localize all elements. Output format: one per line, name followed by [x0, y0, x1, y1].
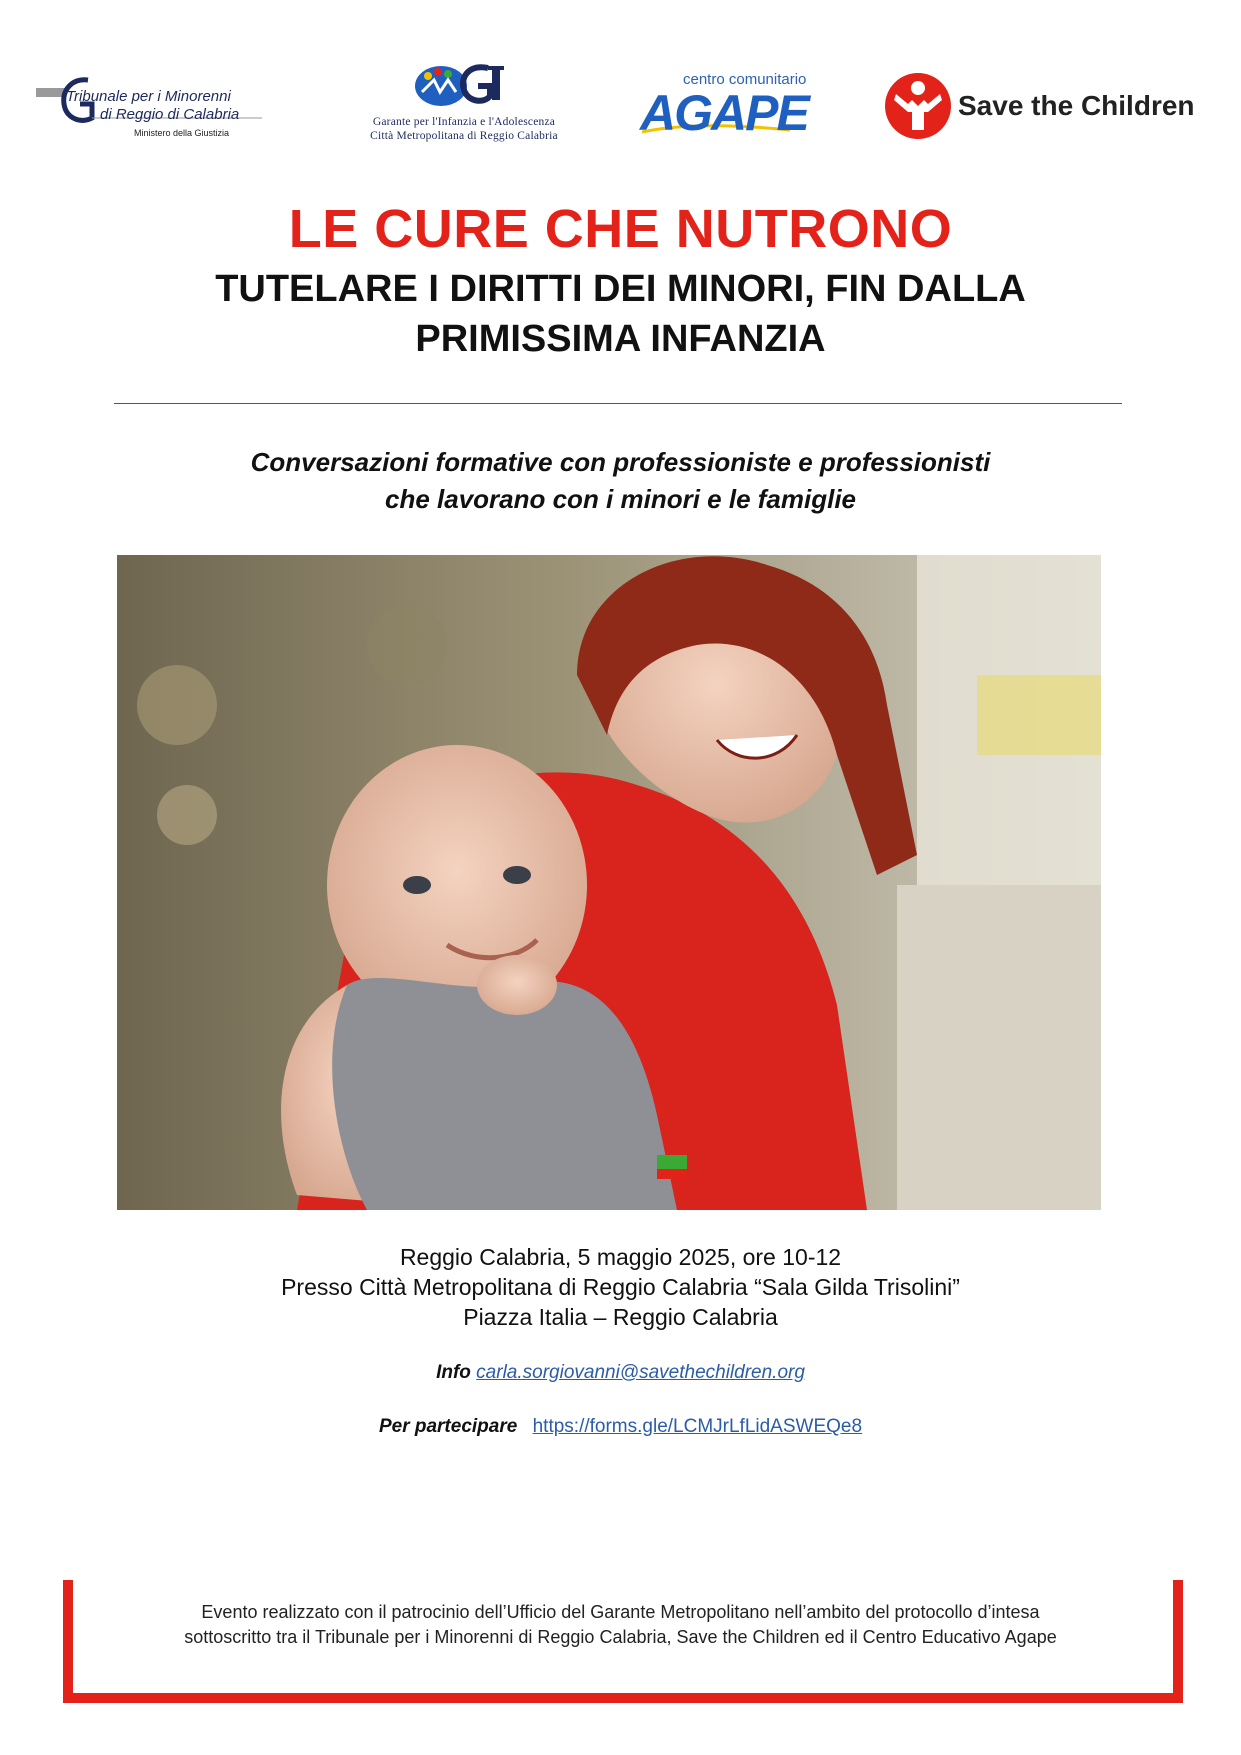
save-the-children-wordmark: Save the Children: [958, 90, 1195, 121]
tagline-line2: che lavorano con i minori e le famiglie: [384, 484, 857, 514]
info-email-link[interactable]: carla.sorgiovanni@savethechildren.org: [476, 1362, 805, 1383]
info-line: [0, 1362, 1241, 1384]
participate-form-link[interactable]: https://forms.gle/LCMJrLfLidASWEQe8: [532, 1416, 863, 1437]
tagline-line1: Conversazioni formative con professioniste e professionisti: [250, 447, 991, 477]
agape-subtitle: centro comunitario: [683, 71, 807, 88]
page-subtitle-line1: TUTELARE I DIRITTI DEI MINORI, FIN DALLA: [215, 268, 1026, 310]
garante-name-line1: Garante per l'Infanzia e l'Adolescenza: [372, 116, 556, 128]
participate-line: [0, 1416, 1241, 1438]
info-label: Info: [436, 1362, 471, 1383]
footer-text-line1: Evento realizzato con il patrocinio dell’Ufficio del Garante Metropolitano nell’ambito del protocollo d’intesa: [201, 1602, 1040, 1622]
page-title: LE CURE CHE NUTRONO: [288, 199, 953, 259]
tribunale-name-line1: Tribunale per i Minorenni: [66, 88, 231, 105]
event-venue: Presso Città Metropolitana di Reggio Calabria “Sala Gilda Trisolini”: [281, 1274, 960, 1300]
tribunale-name-line2: di Reggio di Calabria: [100, 106, 240, 123]
participate-label: Per partecipare: [378, 1416, 518, 1437]
mother-and-baby-photo: [117, 555, 1101, 1210]
agape-wordmark: AGAPE: [640, 85, 808, 141]
footer-text-line2: sottoscritto tra il Tribunale per i Minorenni di Reggio Calabria, Save the Children ed il Centro Educativo Agape: [184, 1627, 1057, 1647]
title-divider: [114, 403, 1122, 404]
event-address: Piazza Italia – Reggio Calabria: [463, 1304, 778, 1330]
garante-emblem-icon: [338, 62, 590, 112]
garante-name-line2: Città Metropolitana di Reggio Calabria: [370, 130, 558, 142]
event-date: Reggio Calabria, 5 maggio 2025, ore 10-12: [399, 1244, 842, 1270]
page-subtitle-line2: PRIMISSIMA INFANZIA: [415, 318, 826, 360]
save-the-children-emblem-icon: [882, 70, 954, 142]
tribunale-ministry-label: Ministero della Giustizia: [134, 128, 230, 138]
